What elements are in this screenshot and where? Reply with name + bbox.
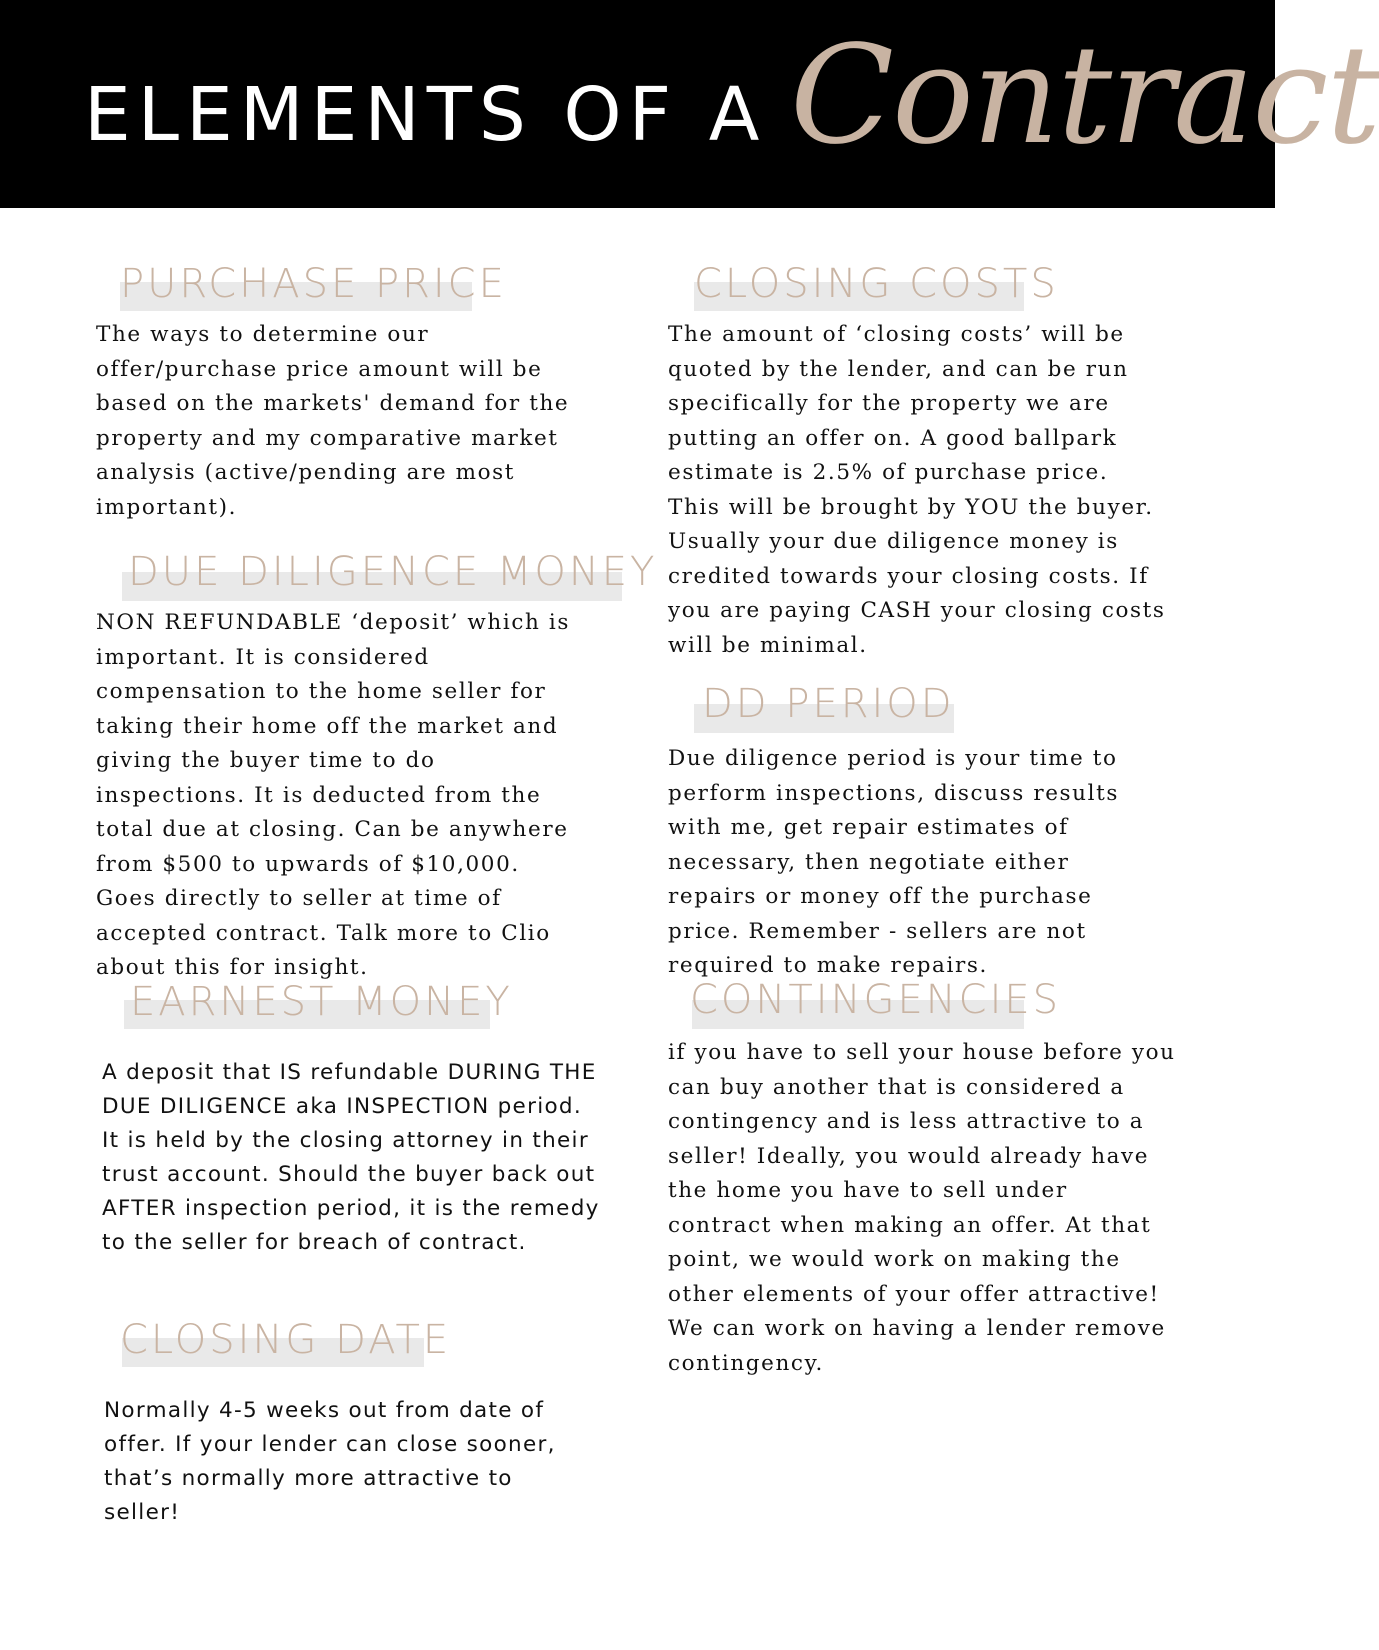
section-body: The ways to determine our offer/purchase price amount will be based on the markets' demand for the property and my comparative market analysis (active/pending are most important). [96,322,570,520]
section-body: Normally 4-5 weeks out from date of offer. If your lender can close sooner, that’s normally more attractive to seller! [104,1398,556,1525]
section-heading: DD PERIOD [702,681,955,727]
section-body: The amount of ‘closing costs’ will be quoted by the lender, and can be run specifically for the property we are putting an offer on. A good ballpark estimate is 2.5% of purchase price. This will be brought by YOU the buyer. Usually your due diligence money is credited towards your closing costs. If you are paying CASH your closing costs will be minimal. [668,322,1166,658]
header-script-title: Contract [790,17,1379,175]
section-due-diligence-money [96,550,656,986]
section-heading: CLOSING DATE [120,1317,452,1363]
section-heading: EARNEST MONEY [130,979,513,1025]
section-closing-costs [668,258,1188,663]
section-body: NON REFUNDABLE ‘deposit’ which is important. It is considered compensation to the home seller for taking their home off the market and giving the buyer time to do inspections. It is deducted from the total due at closing. Can be anywhere from $500 to upwards of $10,000. Goes directly to seller at time of accepted contract. Talk more to Clio about this for insight. [96,610,570,980]
header-title: ELEMENTS OF A [84,72,767,158]
section-closing-date [96,1318,616,1530]
section-contingencies [668,977,1188,1381]
section-heading: DUE DILIGENCE MONEY [128,549,658,595]
section-earnest-money [96,980,616,1260]
section-body: A deposit that IS refundable DURING THE DUE DILIGENCE aka INSPECTION period. It is held by the closing attorney in their trust account. Should the buyer back out AFTER inspection period, it is the remedy to the seller for breach of contract. [102,1060,600,1255]
section-body: Due diligence period is your time to perform inspections, discuss results with me, get repair estimates of necessary, then negotiate either repairs or money off the purchase price. Remember - sellers are not required to make repairs. [668,746,1119,978]
section-body: if you have to sell your house before you can buy another that is considered a contingency and is less attractive to a seller! Ideally, you would already have the home you have to sell under contract when making an offer. At that point, we would work on making the other elements of your offer attractive! We can work on having a lender remove contingency. [668,1040,1176,1376]
section-purchase-price [96,258,596,525]
header-banner [0,0,1379,208]
section-heading: CLOSING COSTS [694,261,1059,307]
section-dd-period [668,682,1188,984]
section-heading: PURCHASE PRICE [120,261,507,307]
section-heading: CONTINGENCIES [690,977,1062,1023]
